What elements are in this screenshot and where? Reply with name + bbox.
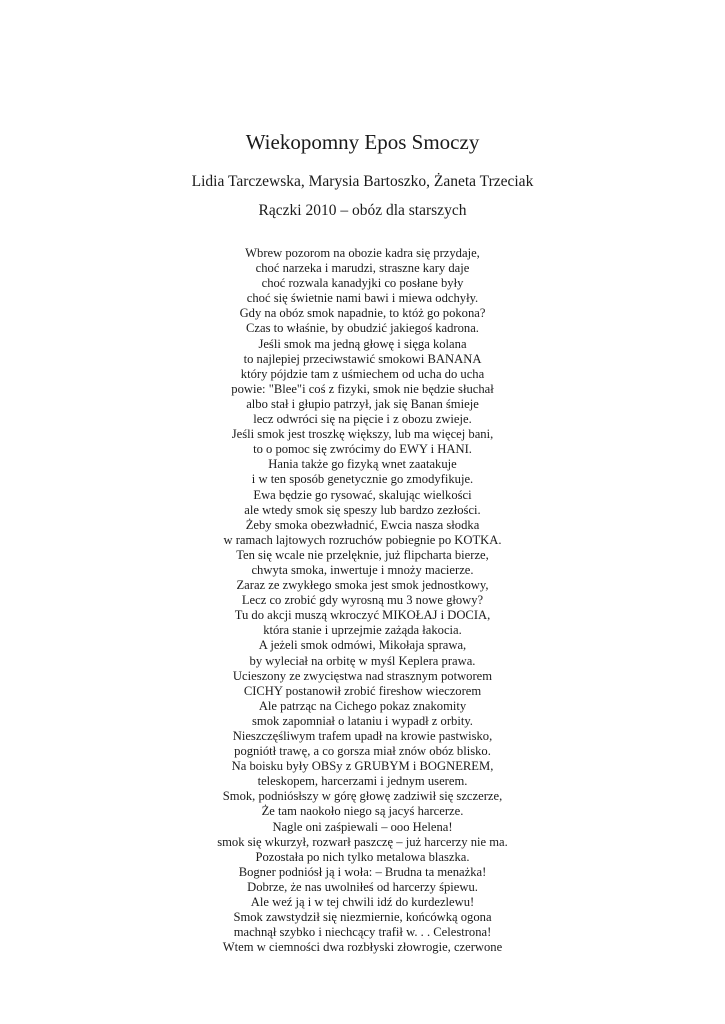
poem-line: A jeżeli smok odmówi, Mikołaja sprawa, [258,638,467,653]
poem-line: Jeśli smok jest troszkę większy, lub ma więcej bani, [231,427,494,442]
poem-line: w ramach lajtowych rozruchów pobiegnie po KOTKA. [223,532,502,547]
poem-line: Dobrze, że nas uwolniłeś od harcerzy śpiewu. [247,879,478,894]
poem-line: teleskopem, harcerzami i jednym userem. [257,774,468,789]
poem-line: Ucieszony ze zwycięstwa nad strasznym potworem [232,668,493,683]
poem-line: choć narzeka i marudzi, straszne kary daje [255,261,470,276]
document-title: Wiekopomny Epos Smoczy [245,130,480,154]
poem-body [0,246,725,955]
poem-line: Lecz co zrobić gdy wyrosną mu 3 nowe głowy? [241,593,484,608]
document-authors: Lidia Tarczewska, Marysia Bartoszko, Żaneta Trzeciak [191,173,534,190]
poem-line: Gdy na obóz smok napadnie, to któż go pokona? [239,306,486,321]
poem-line: CICHY postanowił zrobić fireshow wieczorem [243,683,482,698]
poem-line: Jeśli smok ma jedną głowę i sięga kolana [258,336,467,351]
poem-line: Wbrew pozorom na obozie kadra się przydaje, [245,246,480,260]
poem-line: Czas to właśnie, by obudzić jakiegoś kadrona. [246,321,479,336]
poem-line: lecz odwróci się na pięcie i z obozu zwieje. [253,412,472,427]
poem-line: Że tam naokoło niego są jacyś harcerze. [261,804,464,819]
poem-line: pogniótł trawę, a co gorsza miał znów obóz blisko. [234,744,491,759]
poem-line: albo stał i głupio patrzył, jak się Banan śmieje [246,396,479,411]
poem-line: Ale patrząc na Cichego pokaz znakomity [258,698,467,713]
document-subtitle: Rączki 2010 – obóz dla starszych [258,202,467,219]
poem-line: chwyta smoka, inwertuje i mnoży macierze. [251,562,474,577]
poem-line: Smok zawstydził się niezmiernie, końcówką ogona [233,910,492,925]
poem-line: Ale weź ją i w tej chwili idź do kurdezlewu! [250,895,475,910]
poem-line: Wtem w ciemności dwa rozbłyski złowrogie, czerwone [222,940,503,955]
poem-line: Hania także go fizyką wnet zaatakuje [268,457,457,472]
poem-line: Ewa będzie go rysować, skalując wielkości [253,487,472,502]
poem-line: by wyleciał na orbitę w myśl Keplera prawa. [249,653,476,668]
poem-line: który pójdzie tam z uśmiechem od ucha do ucha [240,366,485,381]
poem-line: choć się świetnie nami bawi i miewa odchyły. [246,291,479,306]
poem-line: Żeby smoka obezwładnić, Ewcia nasza słodka [245,517,480,532]
poem-line: która stanie i uprzejmie zażąda łakocia. [263,623,462,638]
poem-line: Nagle oni zaśpiewali – ooo Helena! [272,819,453,834]
poem-line: smok się wkurzył, rozwarł paszczę – już harcerzy nie ma. [217,834,508,849]
poem-line: Pozostała po nich tylko metalowa blaszka. [255,849,470,864]
poem-line: i w ten sposób genetycznie go zmodyfikuje. [251,472,474,487]
poem-line: Na boisku były OBSy z GRUBYM i BOGNEREM, [231,759,494,774]
poem-line: to o pomoc się zwrócimy do EWY i HANI. [253,442,472,457]
poem-line: powie: "Blee"i coś z fizyki, smok nie będzie słuchał [231,381,494,396]
poem-line: Smok, podniósłszy w górę głowę zadziwił się szczerze, [222,789,503,804]
poem-line: Ten się wcale nie przelęknie, już flipcharta bierze, [236,547,489,562]
poem-line: machnął szybko i niechcący trafił w. . . Celestrona! [233,925,492,940]
poem-line: Bogner podniósł ją i woła: – Brudna ta menażka! [238,864,487,879]
poem-line: ale wtedy smok się speszy lub bardzo zezłości. [244,502,481,517]
poem-line: Zaraz ze zwykłego smoka jest smok jednostkowy, [236,578,489,593]
poem-line: Nieszczęśliwym trafem upadł na krowie pastwisko, [232,729,493,743]
poem-line: Tu do akcji muszą wkroczyć MIKOŁAJ i DOCIA, [234,608,491,623]
poem-line: choć rozwala kanadyjki co posłane były [261,276,464,291]
poem-line: to najlepiej przeciwstawić smokowi BANANA [243,351,482,366]
poem-line: smok zapomniał o lataniu i wypadł z orbity. [252,713,473,728]
